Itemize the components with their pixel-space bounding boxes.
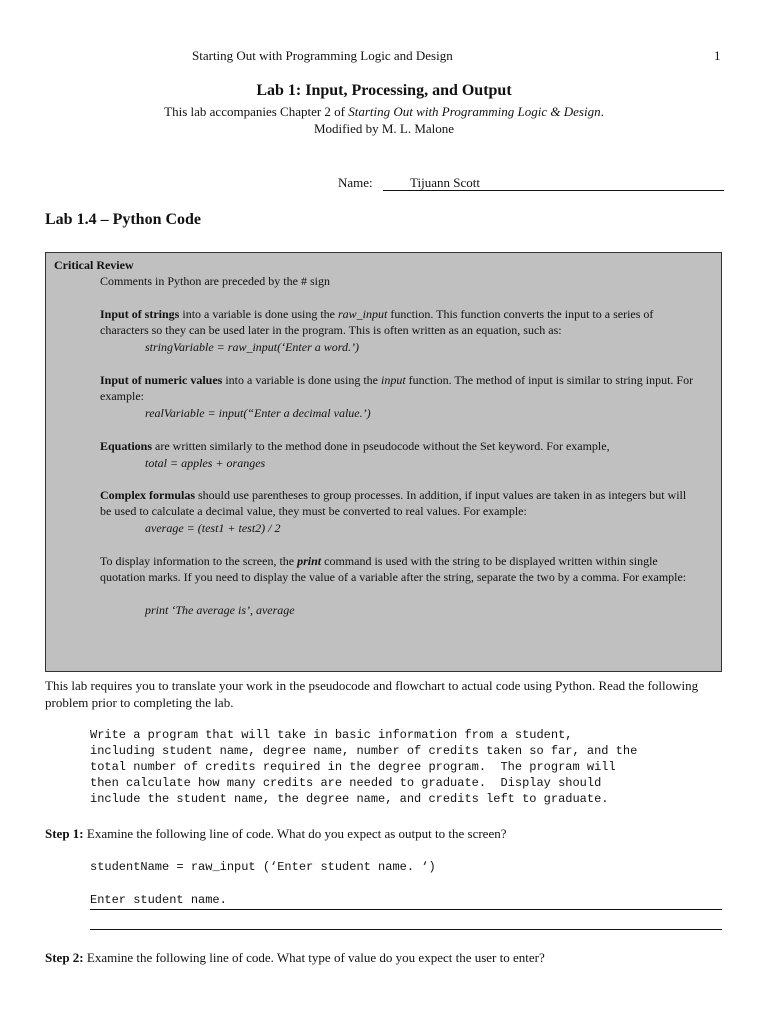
critical-review-box [45,252,722,672]
answer-line [90,929,722,930]
review-numeric-example: realVariable = input(“Enter a decimal value.’) [145,406,371,420]
lab-subtitle: This lab accompanies Chapter 2 of Starting Out with Programming Logic & Design. [164,104,604,119]
running-header-title: Starting Out with Programming Logic and Design [192,48,453,63]
review-strings-example: stringVariable = raw_input(‘Enter a word.’) [145,340,359,354]
name-value: Tijuann Scott [410,175,480,190]
review-equations-text: Equations are written similarly to the method done in pseudocode without the Set keyword. For example, [100,439,610,453]
review-formulas-example: average = (test1 + test2) / 2 [145,521,281,535]
step-1-label: Step 1: [45,826,84,841]
book-title: Starting Out with Programming Logic & Design [348,104,601,119]
review-strings-text: Input of strings into a variable is done using the raw_input function. This function converts the input to a series of characters so they can be used later in the program. This is often written as an equation, such as: [100,307,654,337]
modified-by: Modified by M. L. Malone [313,121,455,136]
step-1-answer: Enter student name. [90,893,227,907]
intro-paragraph: This lab requires you to translate your work in the pseudocode and flowchart to actual code using Python. Read the following problem prior to completing the lab. [45,678,699,710]
section-heading: Lab 1.4 – Python Code [45,211,202,228]
page-number: 1 [714,48,721,63]
step-1-question: Examine the following line of code. What do you expect as output to the screen? [83,826,507,841]
answer-line [90,909,722,910]
name-field [338,175,724,191]
lab-title: Lab 1: Input, Processing, and Output [256,82,512,99]
step-1 [45,826,507,842]
step-2-label: Step 2: [45,950,84,965]
review-comments: Comments in Python are preceded by the # sign [100,274,330,288]
review-equations-example: total = apples + oranges [145,456,266,470]
review-print-text: To display information to the screen, the print command is used with the string to be displayed written within single quotation marks. If you need to display the value of a variable after the string, separate the two by a comma. For example: [100,554,687,584]
name-label: Name: [338,175,373,190]
review-print-example: print ‘The average is’, average [145,603,295,617]
step-2-question: Examine the following line of code. What type of value do you expect the user to enter? [83,950,545,965]
step-1-code: studentName = raw_input (‘Enter student name. ‘) [90,860,436,874]
critical-review-heading: Critical Review [54,258,134,272]
step-2 [45,950,545,966]
problem-statement: Write a program that will take in basic information from a student, including student name, degree name, number of credits taken so far, and the total number of credits required in the degree program. The program will then calculate how many credits are needed to graduate. Display should include the student name, the degree name, and credits left to graduate. [90,728,638,806]
review-formulas-text: Complex formulas should use parentheses to group processes. In addition, if input values are taken in as integers but will be used to calculate a decimal value, they must be converted to real values. For example: [100,488,687,518]
review-numeric-text: Input of numeric values into a variable is done using the input function. The method of input is similar to string input. For example: [100,373,694,403]
